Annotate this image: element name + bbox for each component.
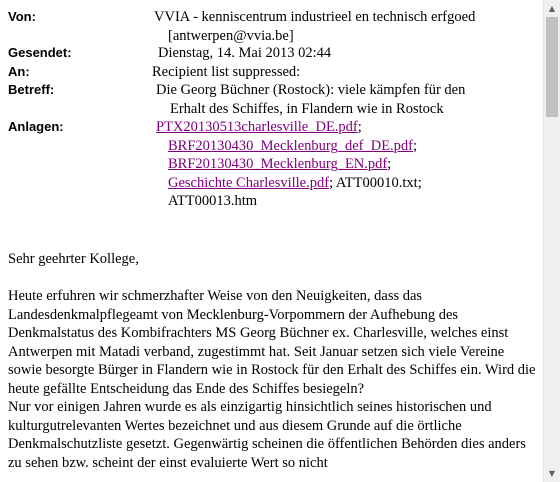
attachment-link-3[interactable]: BRF20130430_Mecklenburg_EN.pdf	[168, 156, 388, 172]
attachment-txt[interactable]: ATT00010.txt	[335, 174, 418, 191]
subject-value-cont: Erhalt des Schiffes, in Flandern wie in Rostock	[170, 100, 444, 117]
body-paragraph-2: Nur vor einigen Jahren wurde es als einzigartig hinsichtlich seines historischen und kulturgutrelevanten Wertes bezeichnet und aus diesem Grunde auf die örtliche Denkmalschutzliste gesetzt. Gegenwärtig scheinen die öffentlichen Behörden dies anders zu sehen bzw. scheint der einst evaluierte Wert so nicht	[8, 399, 526, 471]
message-header	[0, 8, 543, 211]
scroll-down-icon[interactable]: ▼	[548, 469, 556, 478]
attachment-htm[interactable]: ATT00013.htm	[168, 193, 258, 209]
attachment-line	[156, 192, 422, 211]
from-label: Von:	[8, 9, 36, 24]
header-sent-row	[0, 44, 543, 63]
attachment-link-4[interactable]: Geschichte Charlesville.pdf	[168, 174, 330, 191]
header-attachments-row	[0, 118, 543, 211]
attachment-line: BRF20130430_Mecklenburg_def_DE.pdf;	[168, 137, 418, 154]
attachment-line: BRF20130430_Mecklenburg_EN.pdf;	[168, 156, 392, 172]
header-subject-row	[0, 81, 543, 118]
attachments-label: Anlagen:	[8, 119, 64, 134]
sent-value: Dienstag, 14. Mai 2013 02:44	[158, 45, 332, 61]
from-value: VVIA - kenniscentrum industrieel en technisch erfgoed	[154, 9, 476, 25]
subject-value: Die Georg Büchner (Rostock): viele kämpfen für den	[156, 82, 466, 98]
scroll-up-icon[interactable]: ▲	[548, 4, 556, 13]
sent-label: Gesendet:	[8, 45, 72, 60]
header-to-row	[0, 63, 543, 82]
attachment-link-2[interactable]: BRF20130430_Mecklenburg_def_DE.pdf	[168, 137, 413, 154]
to-value: Recipient list suppressed:	[152, 63, 301, 80]
greeting: Sehr geehrter Kollege,	[8, 251, 139, 267]
to-label: An:	[8, 63, 30, 79]
vertical-scrollbar[interactable]	[543, 0, 560, 482]
attachment-line: Geschichte Charlesville.pdf; ATT00010.txt;	[168, 174, 422, 191]
header-from-row	[0, 8, 543, 44]
attachments-list	[156, 118, 422, 211]
from-email: [antwerpen@vvia.be]	[168, 27, 294, 44]
scrollbar-thumb[interactable]	[546, 17, 558, 117]
message-body	[8, 250, 538, 472]
attachment-link-1[interactable]: PTX20130513charlesville_DE.pdf	[156, 119, 358, 135]
attachment-line: PTX20130513charlesville_DE.pdf;	[156, 119, 362, 135]
subject-label: Betreff:	[8, 82, 55, 97]
body-paragraph-1: Heute erfuhren wir schmerzhafter Weise von den Neuigkeiten, dass das Landesdenkmalpflegeamt von Mecklenburg-Vorpommern der Aufhebung des Denkmalstatus des Kombifrachters MS Georg Büchner ex. Charlesville, welches einst Antwerpen mit Matadi verband, zugestimmt hat. Seit Januar setzen sich viele Vereine sowie besorgte Bürger in Flandern wie in Rostock für den Erhalt des Schiffes ein. Wird die heute gefällte Entscheidung das Ende des Schiffes besiegeln?	[8, 288, 536, 397]
